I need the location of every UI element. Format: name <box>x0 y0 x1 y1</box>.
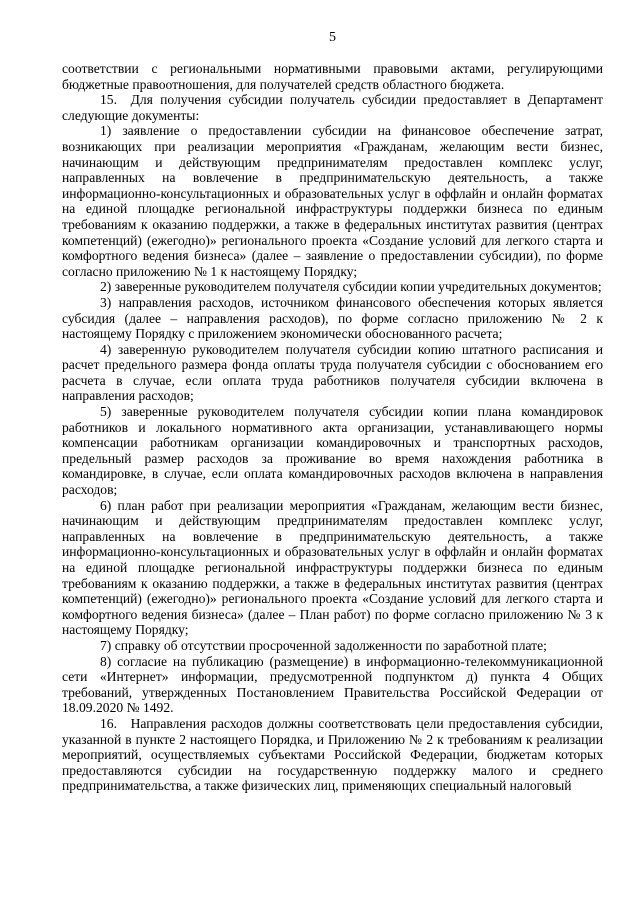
paragraph-item-16: 16. Направления расходов должны соответствовать цели предоставления субсидии, указанной в пункте 2 настоящего Порядка, и Приложению № 2 к требованиям к реализации мероприятий, осуществляемых субъектами Российской Федерации, бюджетам которых предоставляются субсидии на государственную поддержку малого и среднего предпринимательства, а также физических лиц, применяющих специальный налоговый <box>62 715 603 794</box>
paragraph-subitem-7: 7) справку об отсутствии просроченной задолженности по заработной плате; <box>100 637 547 653</box>
document-body <box>62 61 603 794</box>
paragraph-subitem-4: 4) заверенную руководителем получателя субсидии копию штатного расписания и расчет предельного размера фонда оплаты труда получателя субсидии с обоснованием его расчета в случае, если оплата труда работников получателя субсидии включена в направления расходов; <box>62 341 603 404</box>
paragraph-continuation: соответствии с региональными нормативными правовыми актами, регулирующими бюджетные правоотношения, для получателей средств областного бюджета. <box>62 61 603 92</box>
paragraph-subitem-6: 6) план работ при реализации мероприятия «Гражданам, желающим вести бизнес, начинающим и действующим предпринимателям предоставлен комплекс услуг, направленных на вовлечение в предпринимательскую деятельность, а также информационно-консультационных и образовательных услуг в оффлайн и онлайн форматах на единой площадке региональной инфраструктуры поддержки бизнеса по единым требованиям к оказанию поддержки, а также в федеральных институтах развития (центрах компетенций) (ежегодно)» регионального проекта «Создание условий для легкого старта и комфортного ведения бизнеса» (далее – План работ) по форме согласно приложению № 3 к настоящему Порядку; <box>62 497 603 638</box>
paragraph-subitem-5: 5) заверенные руководителем получателя субсидии копии плана командировок работников и локального нормативного акта организации, устанавливающего нормы компенсации работникам организации командировочных и транспортных расходов, предельный размер расходов за проживание во время нахождения работника в командировке, в случае, если оплата командировочных расходов включена в направления расходов; <box>62 404 603 498</box>
page-number: 5 <box>329 30 336 45</box>
paragraph-subitem-1: 1) заявление о предоставлении субсидии на финансовое обеспечение затрат, возникающих при реализации мероприятия «Гражданам, желающим вести бизнес, начинающим и действующим предпринимателям предоставлен комплекс услуг, направленных на вовлечение в предпринимательскую деятельность, а также информационно-консультационных и образовательных услуг в оффлайн и онлайн форматах на единой площадке региональной инфраструктуры поддержки бизнеса по единым требованиям к оказанию поддержки, а также в федеральных институтах развития (центрах компетенций) (ежегодно)» регионального проекта «Создание условий для легкого старта и комфортного ведения бизнеса» (далее – заявление о предоставлении субсидии), по форме согласно приложению № 1 к настоящему Порядку; <box>62 123 603 279</box>
paragraph-subitem-3: 3) направления расходов, источником финансового обеспечения которых является субсидия (далее – направления расходов), по форме согласно приложению № 2 к настоящему Порядку с приложением экономически обоснованного расчета; <box>62 294 603 342</box>
paragraph-subitem-8: 8) согласие на публикацию (размещение) в информационно-телекоммуникационной сети «Интернет» информации, предусмотренной подпунктом д) пункта 4 Общих требований, утвержденных Постановлением Правительства Российской Федерации от 18.09.2020 № 1492. <box>62 653 603 716</box>
paragraph-item-15: 15. Для получения субсидии получатель субсидии предоставляет в Департамент следующие документы: <box>62 92 603 123</box>
paragraph-subitem-2: 2) заверенные руководителем получателя субсидии копии учредительных документов; <box>100 279 602 295</box>
